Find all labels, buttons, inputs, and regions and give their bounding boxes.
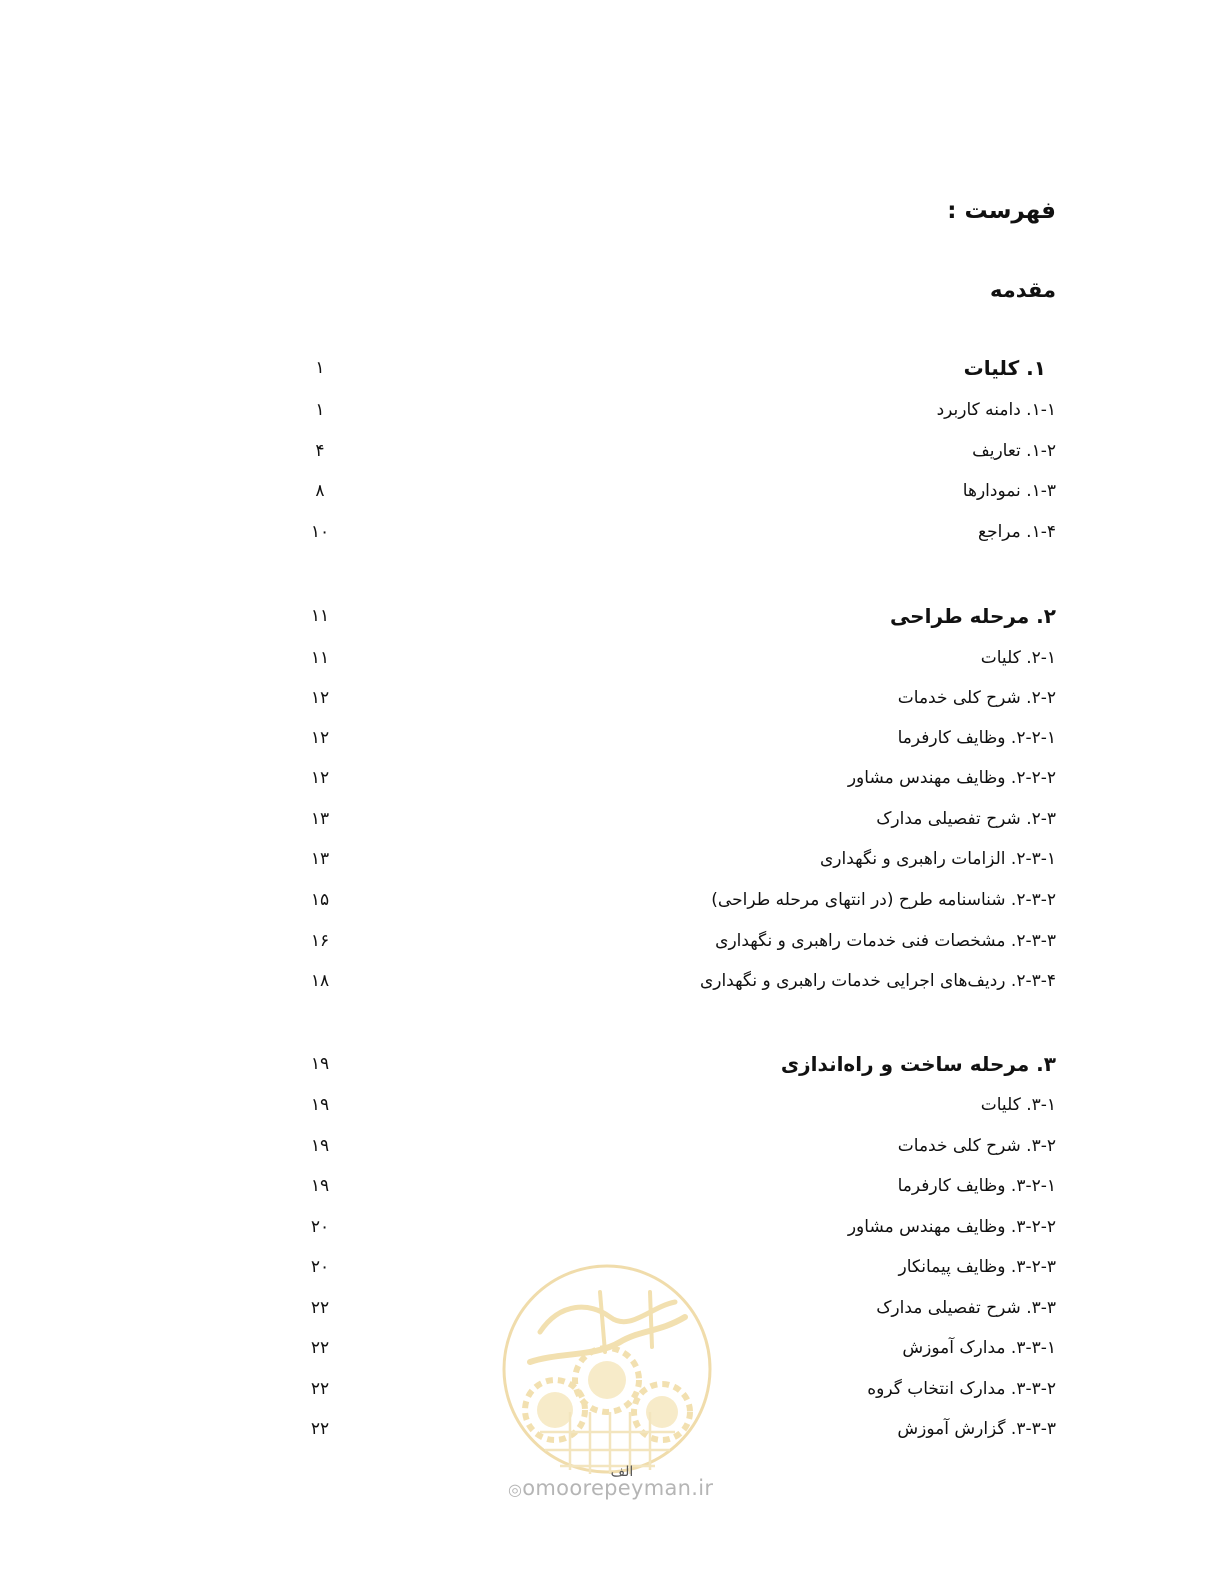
toc-label: ۳-۲-۲. وظایف مهندس مشاور: [847, 1217, 1056, 1237]
toc-label: ۳-۳. شرح تفصیلی مدارک: [876, 1298, 1056, 1318]
toc-page-number: ۱۹: [310, 1054, 330, 1074]
toc-label: ۲-۱. کلیات: [980, 648, 1056, 668]
toc-title: فهرست :: [947, 198, 1056, 224]
toc-label: ۲-۳-۴. ردیف‌های اجرایی خدمات راهبری و نگهداری: [699, 971, 1056, 991]
watermark-logo: [500, 1262, 714, 1476]
toc-page-number: ۱۳: [310, 809, 330, 829]
toc-row[interactable]: [300, 884, 1056, 916]
toc-label: ۱-۳. نمودارها: [962, 481, 1056, 501]
toc-page-number: ۱۱: [310, 648, 330, 668]
toc-label: ۳-۲-۳. وظایف پیمانکار: [898, 1257, 1056, 1277]
toc-row[interactable]: [300, 1130, 1056, 1162]
toc-page-number: ۸: [315, 481, 325, 501]
toc-row-chapter-3[interactable]: [300, 1048, 1056, 1080]
toc-row[interactable]: [300, 516, 1056, 548]
toc-row[interactable]: [300, 394, 1056, 426]
watermark-site-text: omoorepeyman.ir: [522, 1476, 714, 1500]
toc-page-number: ۱۲: [310, 768, 330, 788]
toc-label: ۲-۳-۲. شناسنامه طرح (در انتهای مرحله طراحی): [711, 890, 1056, 910]
toc-label: ۳-۲. شرح کلی خدمات: [897, 1136, 1056, 1156]
toc-label: ۲-۲-۱. وظایف کارفرما: [897, 728, 1056, 748]
toc-page-number: ۱۰: [310, 522, 330, 542]
toc-row[interactable]: [300, 722, 1056, 754]
toc-row-chapter-2[interactable]: [300, 600, 1056, 632]
toc-page-number: ۱: [315, 400, 325, 420]
toc-label: ۳-۱. کلیات: [980, 1095, 1056, 1115]
toc-label: ۳-۳-۱. مدارک آموزش: [902, 1338, 1056, 1358]
toc-row[interactable]: [300, 642, 1056, 674]
toc-row-chapter-1[interactable]: [300, 352, 1056, 384]
toc-page-number: ۱۵: [310, 890, 330, 910]
toc-page-number: ۱۹: [310, 1095, 330, 1115]
toc-row[interactable]: [300, 1170, 1056, 1202]
globe-icon: ◎: [508, 1480, 523, 1499]
toc-label: ۲-۳-۱. الزامات راهبری و نگهداری: [819, 849, 1056, 869]
toc-page-number: ۲۲: [310, 1338, 330, 1358]
toc-row[interactable]: [300, 965, 1056, 997]
toc-label: ۲-۳-۳. مشخصات فنی خدمات راهبری و نگهداری: [715, 931, 1056, 951]
toc-row[interactable]: [300, 1089, 1056, 1121]
toc-row[interactable]: [300, 682, 1056, 714]
toc-label: ۱-۴. مراجع: [978, 522, 1056, 542]
toc-page-number: ۲۲: [310, 1298, 330, 1318]
toc-page-number: ۱۳: [310, 849, 330, 869]
toc-page-number: ۱۲: [310, 688, 330, 708]
toc-label: ۲-۲-۲. وظایف مهندس مشاور: [847, 768, 1056, 788]
toc-label: ۳-۳-۲. مدارک انتخاب گروه: [867, 1379, 1056, 1399]
toc-label: ۲-۳. شرح تفصیلی مدارک: [876, 809, 1056, 829]
footer-page-number: الف: [610, 1464, 634, 1480]
toc-page-number: ۱۱: [310, 606, 330, 626]
toc-page-number: ۲۲: [310, 1419, 330, 1439]
toc-label: ۲-۲. شرح کلی خدمات: [897, 688, 1056, 708]
watermark-site: [508, 1476, 713, 1500]
toc-row[interactable]: [300, 925, 1056, 957]
toc-label: ۱-۱. دامنه کاربرد: [936, 400, 1056, 420]
toc-row[interactable]: [300, 762, 1056, 794]
toc-page-number: ۱۹: [310, 1136, 330, 1156]
toc-intro: مقدمه: [990, 278, 1056, 302]
toc-label: ۱-۲. تعاریف: [972, 441, 1056, 461]
toc-page-number: ۲۲: [310, 1379, 330, 1399]
toc-page-number: ۴: [315, 441, 325, 461]
toc-page-number: ۱۸: [310, 971, 330, 991]
toc-row[interactable]: [300, 1211, 1056, 1243]
toc-page-number: ۱: [315, 358, 325, 378]
toc-label: ۳-۳-۳. گزارش آموزش: [897, 1419, 1056, 1439]
toc-label: ۳-۲-۱. وظایف کارفرما: [897, 1176, 1056, 1196]
toc-page-number: ۱۲: [310, 728, 330, 748]
toc-label: ۲. مرحله طراحی: [889, 604, 1056, 628]
toc-page-number: ۲۰: [310, 1217, 330, 1237]
toc-page-number: ۱۶: [310, 931, 330, 951]
toc-row[interactable]: [300, 475, 1056, 507]
toc-label: ۳. مرحله ساخت و راه‌اندازی: [780, 1052, 1056, 1076]
toc-row[interactable]: [300, 843, 1056, 875]
toc-row[interactable]: [300, 435, 1056, 467]
toc-page-number: ۲۰: [310, 1257, 330, 1277]
toc-row[interactable]: [300, 803, 1056, 835]
toc-label: ۱. کلیات: [963, 356, 1046, 380]
toc-page-number: ۱۹: [310, 1176, 330, 1196]
